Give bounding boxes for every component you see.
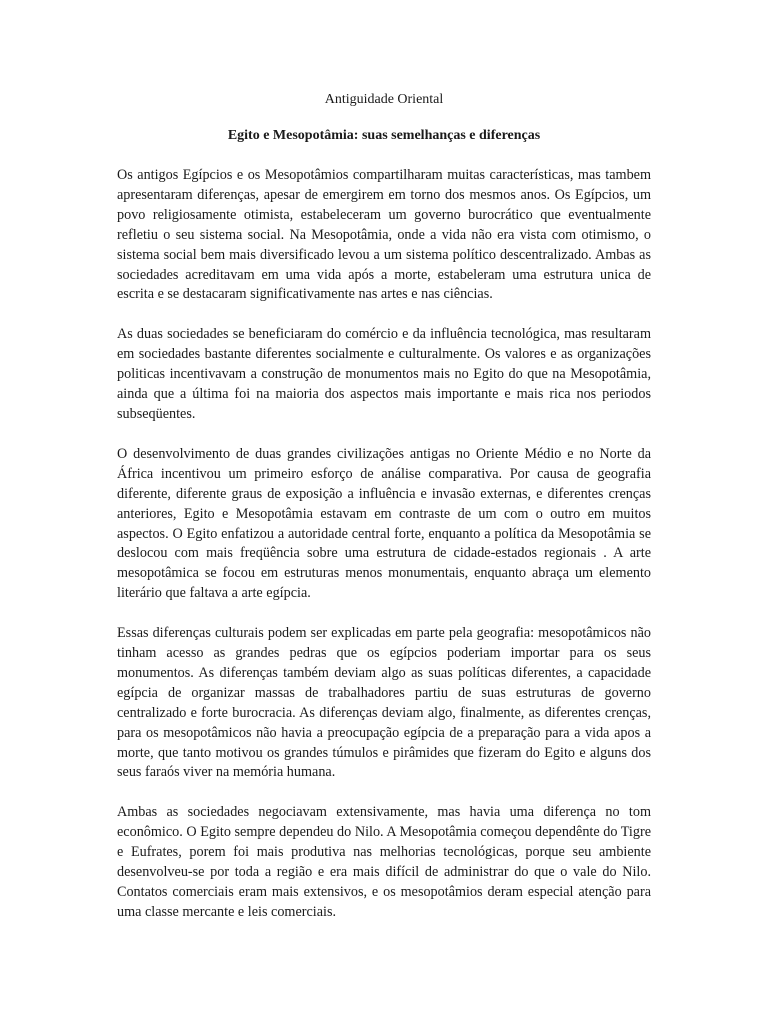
paragraph-4: Essas diferenças culturais podem ser explicadas em parte pela geografia: mesopotâmicos não tinham acesso as grandes pedras que os egípcios poderiam importar para os seus monumentos. As diferenças também deviam algo as suas políticas diferentes, a capacidade egípcia de organizar massas de trabalhadores partiu de suas estruturas de governo centralizado e forte burocracia. As diferenças deviam algo, finalmente, as diferentes crenças, para os mesopotâmicos não havia a preocupação egípcia de a preparação para a vida apos a morte, que tanto motivou os grandes túmulos e pirâmides que fizeram do Egito e alguns dos seus faraós viver na memória humana. xyxy=(117,625,651,781)
paragraph-1: Os antigos Egípcios e os Mesopotâmios compartilharam muitas características, mas tambem apresentaram diferenças, apesar de emergirem em torno dos mesmos anos. Os Egípcios, um povo religiosamente otimista, estabeleceram um governo burocrático que eventualmente refletiu o seu sistema social. Na Mesopotâmia, onde a vida não era vista com otimismo, o sistema social bem mais diversificado levou a um sistema político descentralizado. Ambas as sociedades acreditavam em uma vida após a morte, estabeleram uma estrutura unica de escrita e se destacaram significativamente nas artes e nas ciências. xyxy=(117,167,651,303)
paragraph-3: O desenvolvimento de duas grandes civilizações antigas no Oriente Médio e no Norte da África incentivou um primeiro esforço de análise comparativa. Por causa de geografia diferente, diferente graus de exposição a influência e invasão externas, e diferentes crenças anteriores, Egito e Mesopotâmia estavam em contraste de um com o outro em muitos aspectos. O Egito enfatizou a autoridade central forte, enquanto a política da Mesopotâmia se deslocou com mais freqüência sobre uma estrutura de cidade-estados regionais . A arte mesopotâmica se focou em estruturas menos monumentais, enquanto abraça um elemento literário que faltava a arte egípcia. xyxy=(117,445,651,602)
document-page xyxy=(117,90,651,943)
paragraph-5: Ambas as sociedades negociavam extensivamente, mas havia uma diferença no tom econômico. O Egito sempre dependeu do Nilo. A Mesopotâmia começou dependênte do Tigre e Eufrates, porem foi mais produtiva nas melhorias tecnológicas, porque seu ambiente desenvolveu-se por toda a região e era mais difícil de administrar do que o vale do Nilo. Contatos comerciais eram mais extensivos, e os mesopotâmios deram especial atenção para uma classe mercante e leis comerciais. xyxy=(117,804,651,920)
document-title: Antiguidade Oriental xyxy=(324,92,444,107)
paragraph-2: As duas sociedades se beneficiaram do comércio e da influência tecnológica, mas resultaram em sociedades bastante diferentes socialmente e culturalmente. Os valores e as organizações politicas incentivavam a construção de monumentos mais no Egito do que na Mesopotâmia, ainda que a última foi na maioria dos aspectos mais importante e mais rica nos periodos subseqüentes. xyxy=(117,326,651,422)
document-subtitle: Egito e Mesopotâmia: suas semelhanças e diferenças xyxy=(227,128,541,143)
